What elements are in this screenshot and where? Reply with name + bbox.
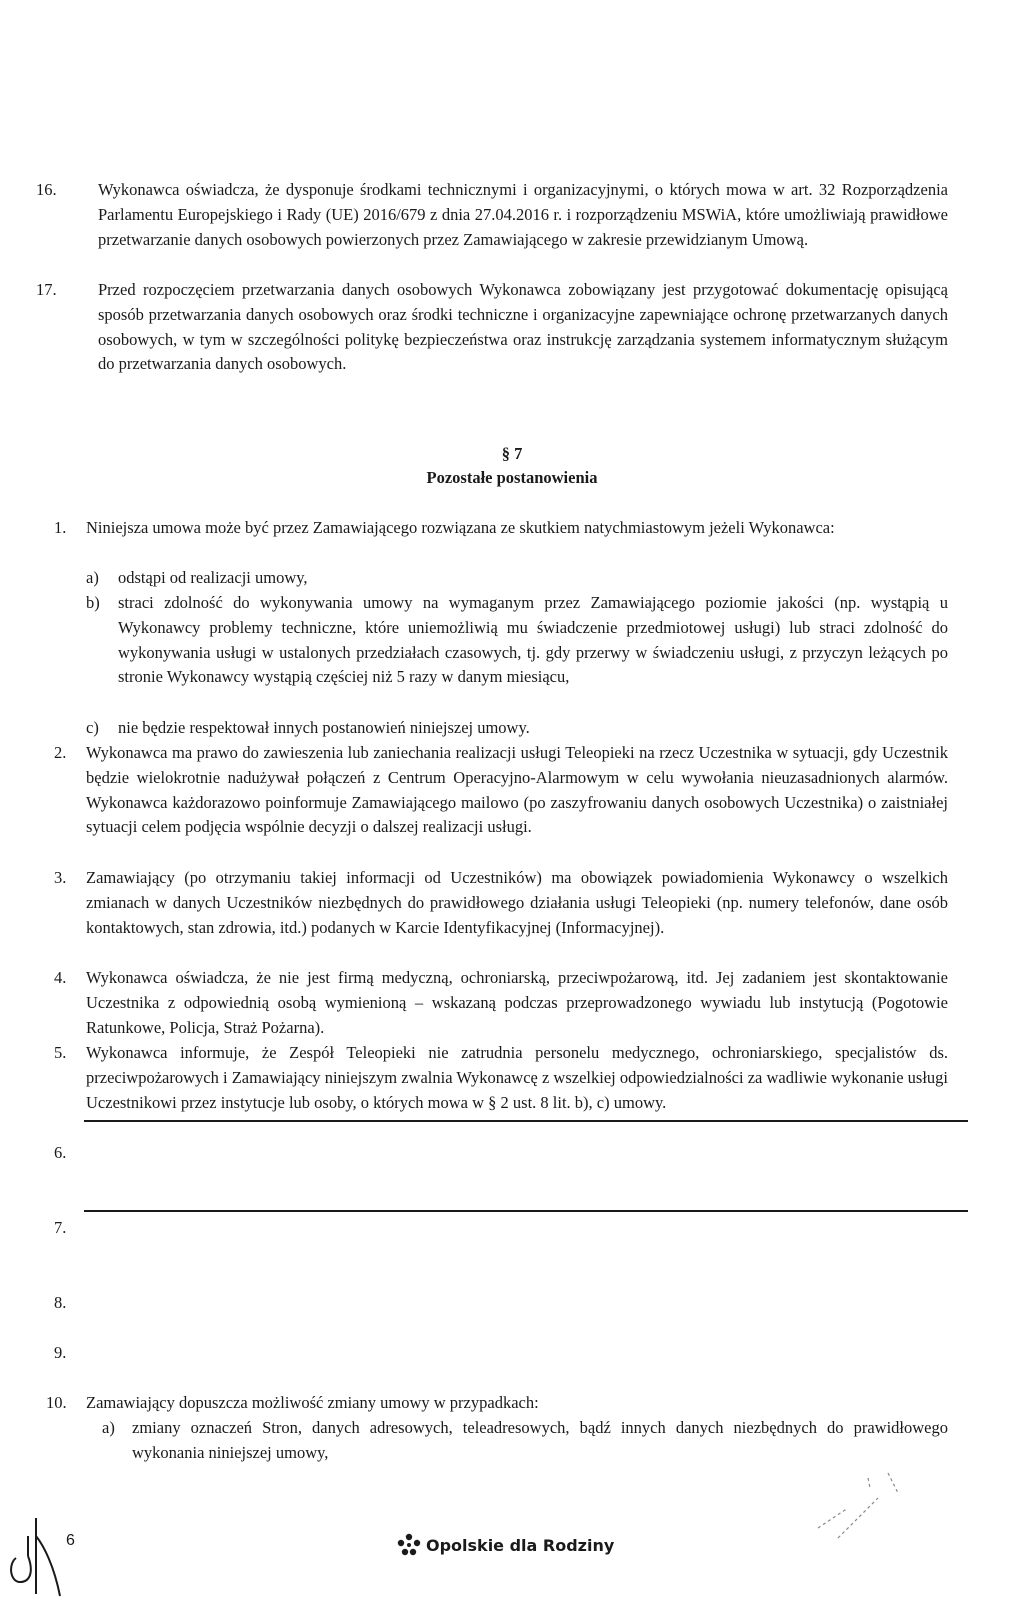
stamp-marks — [808, 1468, 928, 1548]
point-number: 7. — [54, 1218, 67, 1237]
point-number: 3. — [54, 868, 67, 887]
point-number: 6. — [54, 1143, 67, 1162]
point-number: 9. — [54, 1343, 67, 1362]
item-number: 17. — [36, 280, 57, 299]
point-text: Zamawiający (po otrzymaniu takiej informacji od Uczestników) ma obowiązek powiadomienia Wykonawcy o wszelkich zmianach w danych Uczestników niezbędnych do prawidłowego działania usługi Teleopieki (np. numery telefonów, dane osób kontaktowych, stan zdrowia, itd.) podanych w Karcie Identyfikacyjnej (Informacyjnej). — [86, 868, 948, 937]
point-number: 2. — [54, 743, 67, 762]
point-number: 10. — [46, 1393, 67, 1412]
section-title: Pozostałe postanowienia — [426, 468, 598, 487]
page-number: 6 — [66, 1532, 75, 1549]
subpoint-label: a) — [86, 568, 99, 587]
redaction-block — [80, 1122, 970, 1180]
point-text: Wykonawca ma prawo do zawieszenia lub zaniechania realizacji usługi Teleopieki na rzecz Uczestnika w sytuacji, gdy Uczestnik będzie wielokrotnie nadużywał połączeń z Centrum Operacyjno-Alarmowym w celu wywołania nieuzasadnionych alarmów. Wykonawca każdorazowo poinformuje Zamawiającego mailowo (po zaszyfrowaniu danych osobowych Uczestnika) o zaistniałej sytuacji celem podjęcia wspólnie decyzji o dalszej realizacji usługi. — [86, 743, 948, 837]
point-number: 4. — [54, 968, 67, 987]
subpoint-text: odstąpi od realizacji umowy, — [118, 568, 308, 587]
item-number: 16. — [36, 180, 57, 199]
point-number: 5. — [54, 1043, 67, 1062]
subpoint-label: a) — [102, 1418, 115, 1437]
footer-logo-text: Opolskie dla Rodziny — [426, 1536, 615, 1555]
point-number: 8. — [54, 1293, 67, 1312]
subpoint-text: straci zdolność do wykonywania umowy na wymaganym przez Zamawiającego poziomie jakości (np. wystąpią u Wykonawcy problemy techniczne, które uniemożliwią mu świadczenie przedmiotowej usługi) lub straci zdolność do wykonywania usługi w ustalonych przedziałach czasowych, tj. gdy przerwy w świadczeniu usługi, z przyczyn leżących po stronie Wykonawcy wystąpią częściej niż 5 razy w danym miesiącu, — [118, 593, 948, 687]
subpoint-label: c) — [86, 718, 99, 737]
point-text: Niniejsza umowa może być przez Zamawiającego rozwiązana ze skutkiem natychmiastowym jeżeli Wykonawca: — [86, 518, 835, 537]
subpoint-text: zmiany oznaczeń Stron, danych adresowych, teleadresowych, bądź innych danych niezbędnych do prawidłowego wykonania niniejszej umowy, — [132, 1418, 948, 1462]
point-text: Wykonawca oświadcza, że nie jest firmą medyczną, ochroniarską, przeciwpożarową, itd. Jej zadaniem jest skontaktowanie Uczestnika z odpowiednią osobą wymienioną – wskazaną podczas przeprowadzonego wywiadu lub instytucją (Pogotowie Ratunkowe, Policja, Straż Pożarna). — [86, 968, 948, 1037]
point-text: Zamawiający dopuszcza możliwość zmiany umowy w przypadkach: — [86, 1393, 539, 1412]
point-number: 1. — [54, 518, 67, 537]
point-text: Wykonawca informuje, że Zespół Teleopieki nie zatrudnia personelu medycznego, ochroniarskiego, specjalistów ds. przeciwpożarowych i Zamawiający niniejszym zwalnia Wykonawcę z wszelkiej odpowiedzialności za wadliwie wykonanie usługi Uczestnikowi przez instytucje lub osoby, o których mowa w § 2 ust. 8 lit. b), c) umowy. — [86, 1043, 948, 1112]
signature-mark — [6, 1506, 66, 1602]
item-text: Przed rozpoczęciem przetwarzania danych osobowych Wykonawca zobowiązany jest przygotować dokumentację opisującą sposób przetwarzania danych osobowych oraz środki techniczne i organizacyjne zapewniające ochronę przetwarzanych danych osobowych, w tym w szczególności politykę bezpieczeństwa oraz instrukcję zarządzania systemem informatycznym służącym do przetwarzania danych osobowych. — [98, 280, 948, 374]
subpoint-text: nie będzie respektował innych postanowień niniejszej umowy. — [118, 718, 530, 737]
redaction-block — [100, 1212, 968, 1362]
subpoint-label: b) — [86, 593, 100, 612]
item-text: Wykonawca oświadcza, że dysponuje środkami technicznymi i organizacyjnymi, o których mowa w art. 32 Rozporządzenia Parlamentu Europejskiego i Rady (UE) 2016/679 z dnia 27.04.2016 r. i rozporządzeniu MSWiA, które umożliwiają prawidłowe przetwarzanie danych osobowych powierzonych przez Zamawiającego w zakresie przewidzianym Umową. — [98, 180, 948, 249]
flower-dots-icon — [396, 1532, 422, 1558]
section-symbol: § 7 — [501, 444, 523, 463]
